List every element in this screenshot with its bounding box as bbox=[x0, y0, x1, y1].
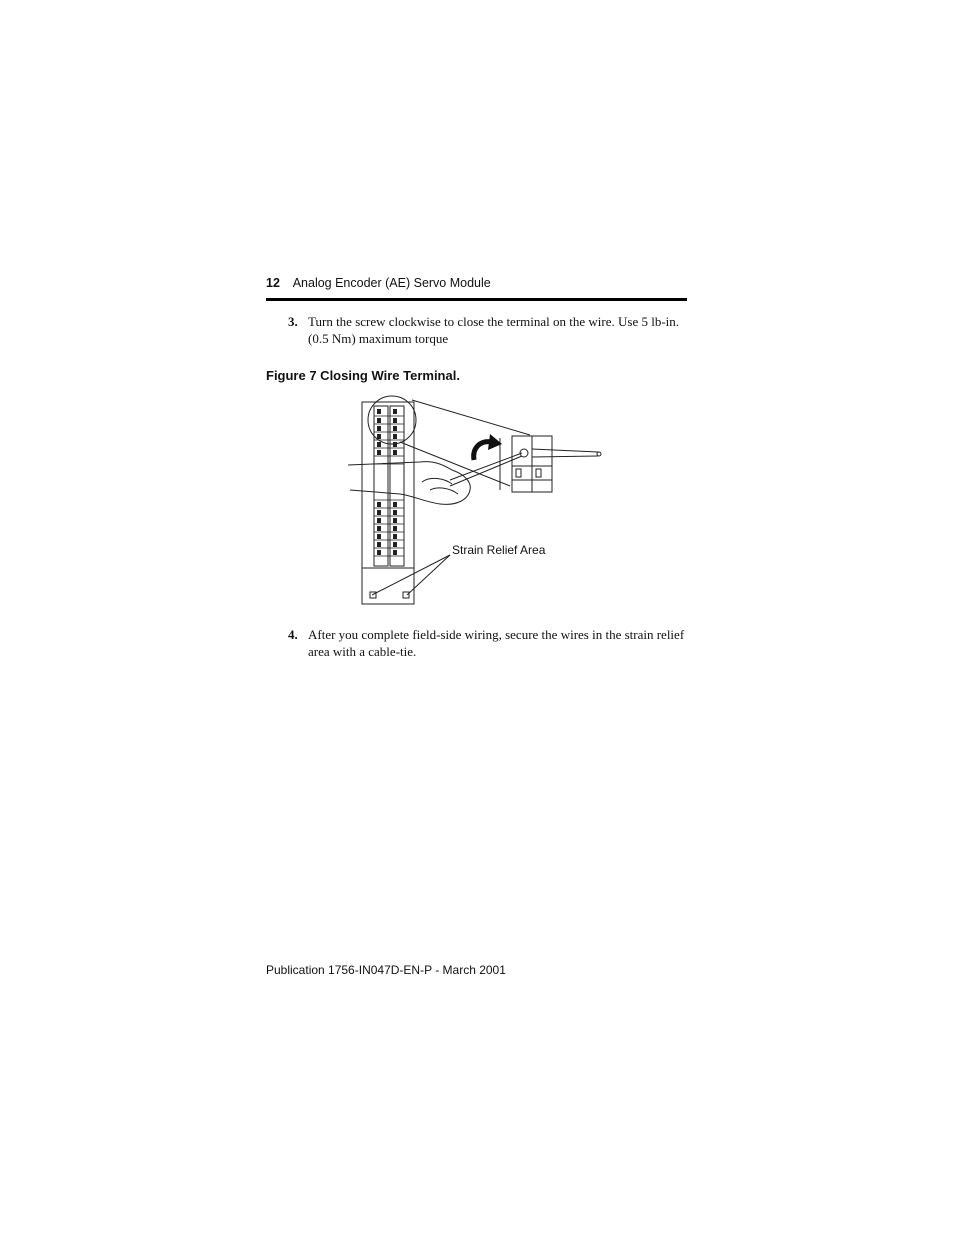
terminal-diagram bbox=[340, 390, 620, 610]
step-text: After you complete field-side wiring, secure the wires in the strain relief area with a cable-tie. bbox=[308, 627, 685, 659]
figure-title: Figure 7 Closing Wire Terminal. bbox=[266, 368, 460, 383]
strain-relief-label: Strain Relief Area bbox=[452, 543, 546, 557]
running-header bbox=[266, 276, 491, 290]
header-rule bbox=[266, 298, 687, 301]
step-3 bbox=[288, 313, 688, 347]
step-number: 3. bbox=[288, 314, 298, 329]
header-title: Analog Encoder (AE) Servo Module bbox=[292, 276, 491, 290]
figure-illustration bbox=[340, 390, 620, 610]
step-text: Turn the screw clockwise to close the terminal on the wire. Use 5 lb-in. (0.5 Nm) maximum torque bbox=[308, 314, 680, 346]
step-number: 4. bbox=[288, 627, 298, 642]
step-4 bbox=[288, 626, 688, 660]
page-number: 12 bbox=[266, 276, 280, 290]
publication-footer: Publication 1756-IN047D-EN-P - March 2001 bbox=[266, 963, 506, 977]
